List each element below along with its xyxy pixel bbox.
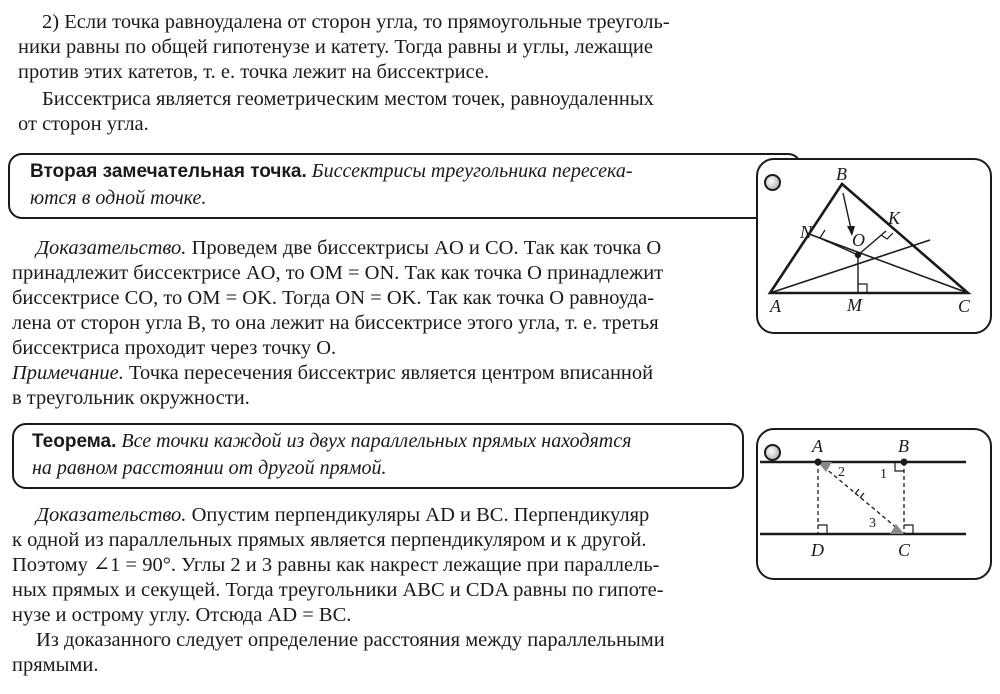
proof-line: биссектрисе CO, то OM = OK. Тогда ON = OK. Так как точка O равноуда- (12, 287, 655, 309)
right-angle-c (904, 525, 913, 534)
label-angle-2: 2 (838, 465, 845, 480)
label-c: C (898, 540, 911, 560)
intro-line: 2) Если точка равноудалена от сторон угла, то прямоугольные треуголь- (42, 11, 670, 33)
angle-3-marker (890, 524, 904, 534)
theorem-line: Все точки каждой из двух параллельных прямых находятся (121, 430, 632, 452)
intro-line: против этих катетов, т. е. точка лежит на биссектрисе. (18, 61, 490, 83)
statement-heading: Вторая замечательная точка. (30, 161, 307, 182)
proof-1 (12, 236, 730, 411)
label-o: O (852, 230, 865, 250)
label-n: N (800, 222, 813, 242)
note-label: Примечание. (12, 362, 124, 384)
proof-label: Доказательство. (36, 237, 187, 259)
right-angle-m (858, 284, 867, 293)
conclusion-line: Из доказанного следует определение расстояния между параллельными (36, 629, 665, 651)
conclusion-line: прямыми. (12, 654, 99, 676)
proof-2 (12, 503, 730, 678)
label-angle-3: 3 (869, 516, 876, 531)
theorem-heading: Теорема. (32, 431, 117, 452)
right-angle-d (818, 525, 827, 534)
intro-paragraph-1 (18, 10, 730, 85)
intro-line: ники равны по общей гипотенузе и катету. Тогда равны и углы, лежащие (18, 36, 653, 58)
parallel-lines-diagram (756, 428, 990, 578)
label-angle-1: 1 (880, 467, 887, 482)
intro-paragraph-2 (18, 87, 730, 137)
bisector-co (809, 234, 968, 293)
secant-ac (818, 462, 904, 534)
note-line: в треугольник окружности. (12, 387, 250, 409)
proof-line: Доказательство. Опустим перпендикуляры AD и BC. Перпендикуляр (36, 504, 650, 526)
bisector-ao (770, 240, 930, 293)
label-a: A (770, 296, 781, 316)
statement-line: Биссектрисы треугольника пересека- (311, 160, 633, 182)
theorem-line: на равном расстоянии от другой прямой. (32, 457, 387, 479)
label-c: C (958, 296, 971, 316)
proof-label: Доказательство. (36, 504, 187, 526)
proof-line: Доказательство. Проведем две биссектрисы AO и CO. Так как точка O (36, 237, 662, 259)
intro-line: от сторон угла. (18, 113, 149, 135)
label-k: K (888, 208, 901, 228)
label-b: B (836, 164, 847, 184)
proof-line: биссектриса проходит через точку O. (12, 337, 337, 359)
triangle-bisector-diagram (756, 158, 990, 332)
point-b-dot (901, 459, 908, 466)
proof-line: лена от сторон угла B, то она лежит на биссектрисе этого угла, т. е. третья (12, 312, 659, 334)
label-b: B (898, 436, 909, 456)
intro-line: Биссектриса является геометрическим местом точек, равноудаленных (42, 88, 654, 110)
arrow-to-o (843, 193, 851, 229)
label-d: D (811, 540, 824, 560)
proof-line: к одной из параллельных прямых является перпендикуляром и к другой. (12, 529, 647, 551)
proof-line: принадлежит биссектрисе AO, то OM = ON. Так как точка O принадлежит (12, 262, 664, 284)
second-point-statement-text (30, 158, 760, 211)
proof-line: Поэтому ∠1 = 90°. Углы 2 и 3 равны как накрест лежащие при параллель- (12, 554, 660, 576)
label-a: A (812, 436, 823, 456)
note-line: Примечание. Точка пересечения биссектрис является центром вписанной (12, 362, 654, 384)
theorem-statement-text (32, 428, 732, 481)
point-o-dot (855, 252, 861, 258)
point-a-dot (815, 459, 822, 466)
proof-line: нузе и острому углу. Отсюда AD = BC. (12, 604, 352, 626)
statement-line: ются в одной точке. (30, 187, 207, 209)
label-m: M (847, 295, 862, 315)
proof-line: ных прямых и секущей. Тогда треугольники ABC и CDA равны по гипоте- (12, 579, 664, 601)
